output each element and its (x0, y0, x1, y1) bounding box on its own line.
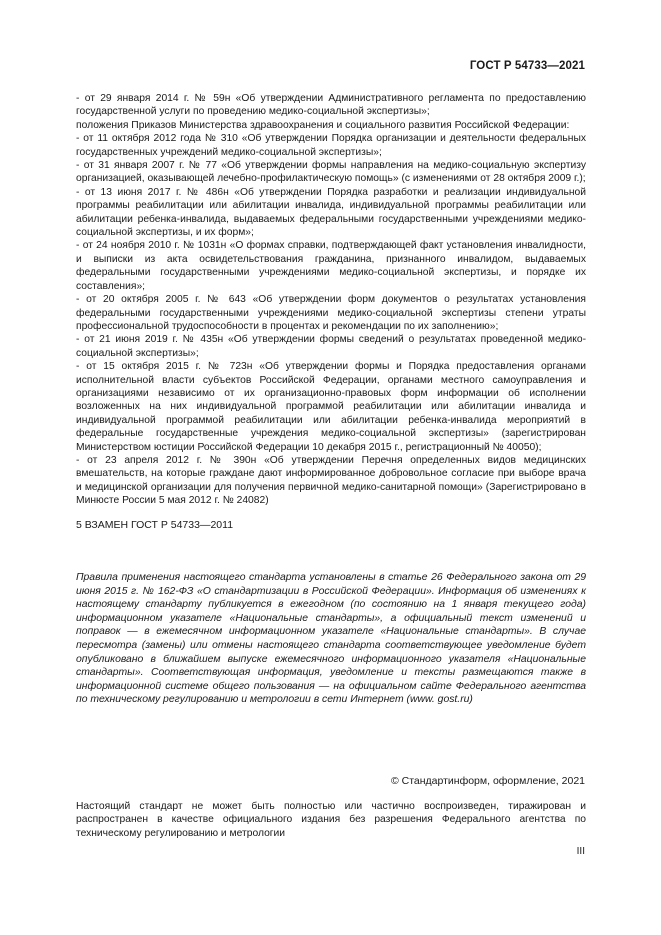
intro-paragraph: - от 23 апреля 2012 г. № 390н «Об утверждении Перечня определенных видов медицинских вмешательств, на которые граждане дают информированное добровольное согласие при выборе врача и медицинской организации для получения первичной медико-санитарной помощи» (Зарегистрировано в Минюсте России 5 мая 2012 г. № 24082) (76, 454, 586, 507)
intro-paragraph: - от 21 июня 2019 г. № 435н «Об утверждении формы сведений о результатах проведенной медико-социальной экспертизы»; (76, 334, 586, 359)
intro-paragraph: - от 31 января 2007 г. № 77 «Об утверждении формы направления на медико-социальную экспертизу организацией, оказывающей лечебно-профилактическую помощь» (с изменениями от 28 октября 2009 г.); (76, 160, 586, 185)
standard-application-note: Правила применения настоящего стандарта установлены в статье 26 Федерального закона от 29 июня 2015 г. № 162-ФЗ «О стандартизации в Российской Федерации». Информация об изменениях к настоящему стандарту публикуется в ежегодном (по состоянию на 1 января текущего года) информационном указателе «Национальные стандарты», а официальный текст изменений и поправок — в ежемесячном информационном указателе «Национальные стандарты». В случае пересмотра (замены) или отмены настоящего стандарта соответствующее уведомление будет опубликовано в ближайшем выпуске ежемесячного информационного указателя «Национальные стандарты». Соответствующая информация, уведомление и тексты размещаются также в информационной системе общего пользования — на официальном сайте Федерального агентства по техническому регулированию и метрологии в сети Интернет (www. gost.ru) (76, 572, 586, 706)
document-header: ГОСТ Р 54733—2021 (469, 60, 585, 72)
intro-paragraph: - от 15 октября 2015 г. № 723н «Об утверждении формы и Порядка предоставления органами исполнительной власти субъектов Российской Федерации, органами местного самоуправления и организациями независимо от их организационно-правовых форм информации об исполнении возложенных на них индивидуальной программой реабилитации или абилитации инвалида и индивидуальной программой реабилитации или абилитации ребенка-инвалида мероприятий в федеральные государственные учреждения медико-социальной экспертизы» (зарегистрирован Министерством юстиции Российской Федерации 10 декабря 2015 г., регистрационный № 40050); (76, 361, 586, 453)
intro-section (76, 92, 586, 508)
page-number: III (576, 846, 585, 857)
intro-paragraph: - от 29 января 2014 г. № 59н «Об утверждении Административного регламента по предоставлению государственной услуги по проведению медико-социальной экспертизы»; (76, 93, 586, 118)
legal-notice: Настоящий стандарт не может быть полностью или частично воспроизведен, тиражирован и распространен в качестве официального издания без разрешения Федерального агентства по техническому регулированию и метрологии (76, 801, 586, 839)
intro-paragraph: - от 13 июня 2017 г. № 486н «Об утверждении Порядка разработки и реализации индивидуальной программы реабилитации или абилитации инвалида, индивидуальной программы реабилитации или абилитации ребенка-инвалида, выдаваемых федеральными государственными учреждениями медико-социальной экспертизы, и их форм»; (76, 186, 586, 239)
intro-paragraph: - от 20 октября 2005 г. № 643 «Об утверждении форм документов о результатах установления федеральными государственными учреждениями медико-социальной экспертизы степени утраты профессиональной трудоспособности в процентах и рекомендации по их заполнению»; (76, 294, 586, 332)
intro-paragraph: положения Приказов Министерства здравоохранения и социального развития Российской Федерации: (76, 119, 570, 131)
intro-paragraph: - от 24 ноября 2010 г. № 1031н «О формах справки, подтверждающей факт установления инвалидности, и выписки из акта освидетельствования гражданина, признанного инвалидом, выдаваемых федеральными государственными учреждениями медико-социальной экспертизы, и порядке их составления»; (76, 240, 586, 292)
copyright-notice: © Стандартинформ, оформление, 2021 (390, 775, 585, 787)
intro-paragraph: - от 11 октября 2012 года № 310 «Об утверждении Порядка организации и деятельности федеральных государственных учреждений медико-социальной экспертизы»; (76, 133, 586, 158)
section-5-replacement: 5 ВЗАМЕН ГОСТ Р 54733—2011 (76, 519, 234, 531)
